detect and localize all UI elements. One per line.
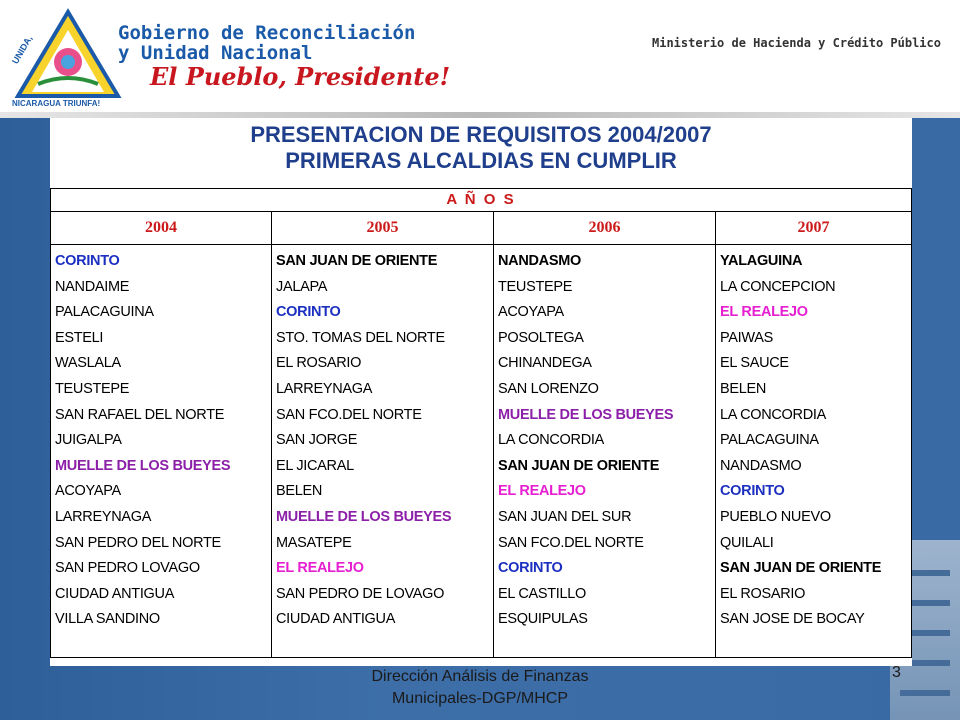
municipality-cell: ESQUIPULAS bbox=[498, 611, 588, 628]
year-header-2006: 2006 bbox=[588, 219, 621, 236]
municipality-cell: MUELLE DE LOS BUEYES bbox=[55, 457, 231, 474]
municipality-cell: ESTELI bbox=[55, 329, 104, 346]
government-name-line2: y Unidad Nacional bbox=[118, 42, 313, 64]
municipalities-table bbox=[50, 188, 912, 658]
municipality-cell: ACOYAPA bbox=[498, 304, 564, 321]
logo-text-top: UNIDA, bbox=[10, 33, 35, 66]
municipality-cell: MUELLE DE LOS BUEYES bbox=[498, 406, 674, 423]
municipality-cell: CORINTO bbox=[720, 483, 785, 500]
municipality-cell: STO. TOMAS DEL NORTE bbox=[276, 329, 445, 346]
municipality-cell: JALAPA bbox=[276, 278, 328, 295]
year-header-2005: 2005 bbox=[366, 219, 399, 236]
municipality-cell: EL ROSARIO bbox=[720, 585, 806, 602]
municipality-cell: CORINTO bbox=[55, 253, 120, 269]
municipality-cell: SAN FCO.DEL NORTE bbox=[276, 406, 422, 423]
slide-title-line1: PRESENTACION DE REQUISITOS 2004/2007 bbox=[250, 122, 712, 147]
government-name-line1: Gobierno de Reconciliación bbox=[118, 22, 416, 44]
municipality-cell: LARREYNAGA bbox=[276, 381, 373, 397]
municipality-cell: SAN JORGE bbox=[276, 432, 358, 449]
municipality-cell: ACOYAPA bbox=[55, 483, 121, 500]
municipality-cell: SAN JUAN DE ORIENTE bbox=[720, 560, 882, 577]
municipality-cell: MUELLE DE LOS BUEYES bbox=[276, 509, 452, 525]
municipality-cell: QUILALI bbox=[720, 534, 774, 551]
municipality-cell: LA CONCORDIA bbox=[498, 432, 604, 449]
municipality-cell: VILLA SANDINO bbox=[55, 611, 160, 628]
municipality-cell: YALAGUINA bbox=[720, 253, 803, 269]
municipality-cell: SAN JUAN DE ORIENTE bbox=[276, 253, 438, 269]
municipality-cell: SAN PEDRO DEL NORTE bbox=[55, 534, 221, 551]
municipality-cell: BELEN bbox=[720, 381, 767, 397]
municipality-cell: TEUSTEPE bbox=[55, 381, 130, 397]
municipality-cell: EL SAUCE bbox=[720, 355, 789, 372]
municipality-cell: SAN RAFAEL DEL NORTE bbox=[55, 406, 225, 423]
municipality-cell: PALACAGUINA bbox=[720, 432, 819, 449]
slide-content bbox=[50, 118, 912, 666]
slide-title-line2: PRIMERAS ALCALDIAS EN CUMPLIR bbox=[285, 148, 677, 173]
municipality-cell: PUEBLO NUEVO bbox=[720, 509, 831, 525]
column-2004 bbox=[51, 245, 272, 657]
footer-line1: Dirección Análisis de Finanzas bbox=[371, 668, 589, 685]
municipality-cell: LA CONCORDIA bbox=[720, 406, 826, 423]
government-logo-icon bbox=[8, 4, 128, 108]
municipality-cell: CORINTO bbox=[276, 304, 341, 321]
municipality-cell: PALACAGUINA bbox=[55, 304, 154, 321]
year-header-2007: 2007 bbox=[797, 219, 830, 236]
municipality-cell: BELEN bbox=[276, 483, 323, 500]
municipality-cell: CIUDAD ANTIGUA bbox=[55, 585, 175, 602]
municipality-cell: SAN JOSE DE BOCAY bbox=[720, 611, 865, 628]
municipality-cell: MASATEPE bbox=[276, 534, 352, 551]
municipality-cell: LA CONCEPCION bbox=[720, 278, 836, 295]
municipality-cell: SAN JUAN DEL SUR bbox=[498, 509, 632, 525]
year-header-2004: 2004 bbox=[145, 219, 177, 236]
municipality-cell: LARREYNAGA bbox=[55, 509, 152, 525]
municipality-cell: EL CASTILLO bbox=[498, 585, 587, 602]
municipality-cell: SAN PEDRO DE LOVAGO bbox=[276, 585, 445, 602]
slide-header bbox=[0, 0, 960, 118]
column-2007 bbox=[716, 245, 937, 657]
municipality-cell: EL ROSARIO bbox=[276, 355, 362, 372]
municipality-cell: PAIWAS bbox=[720, 329, 773, 346]
municipality-cell: NANDAIME bbox=[55, 278, 130, 295]
slogan: El Pueblo, Presidente! bbox=[150, 62, 451, 91]
municipality-cell: TEUSTEPE bbox=[498, 278, 573, 295]
year-header-row bbox=[51, 212, 911, 245]
column-2005 bbox=[272, 245, 493, 657]
municipality-cell: SAN FCO.DEL NORTE bbox=[498, 534, 644, 551]
municipality-cell: SAN LORENZO bbox=[498, 381, 599, 397]
ministry-name: Ministerio de Hacienda y Crédito Público bbox=[652, 36, 941, 50]
municipality-cell: CORINTO bbox=[498, 560, 563, 577]
municipality-cell: EL REALEJO bbox=[498, 483, 586, 500]
municipality-cell: SAN PEDRO LOVAGO bbox=[55, 560, 200, 577]
municipality-cell: EL REALEJO bbox=[720, 304, 808, 321]
municipality-cell: EL REALEJO bbox=[276, 560, 364, 577]
footer-text bbox=[230, 666, 730, 710]
municipality-cell: NANDASMO bbox=[720, 457, 802, 474]
years-header: A Ñ O S bbox=[51, 189, 911, 212]
municipality-cell: NANDASMO bbox=[498, 253, 581, 269]
footer-line2: Municipales-DGP/MHCP bbox=[391, 690, 569, 707]
logo-text-bottom: NICARAGUA TRIUNFA! bbox=[12, 99, 101, 108]
column-2006 bbox=[494, 245, 715, 657]
municipality-cell: SAN JUAN DE ORIENTE bbox=[498, 457, 660, 474]
municipality-cell: CIUDAD ANTIGUA bbox=[276, 611, 396, 628]
municipality-cell: WASLALA bbox=[55, 355, 121, 372]
page-number: 3 bbox=[892, 664, 901, 681]
municipality-cell: JUIGALPA bbox=[55, 432, 122, 449]
municipality-cell: EL JICARAL bbox=[276, 457, 354, 474]
municipality-cell: CHINANDEGA bbox=[498, 355, 592, 372]
municipality-cell: POSOLTEGA bbox=[498, 329, 584, 346]
